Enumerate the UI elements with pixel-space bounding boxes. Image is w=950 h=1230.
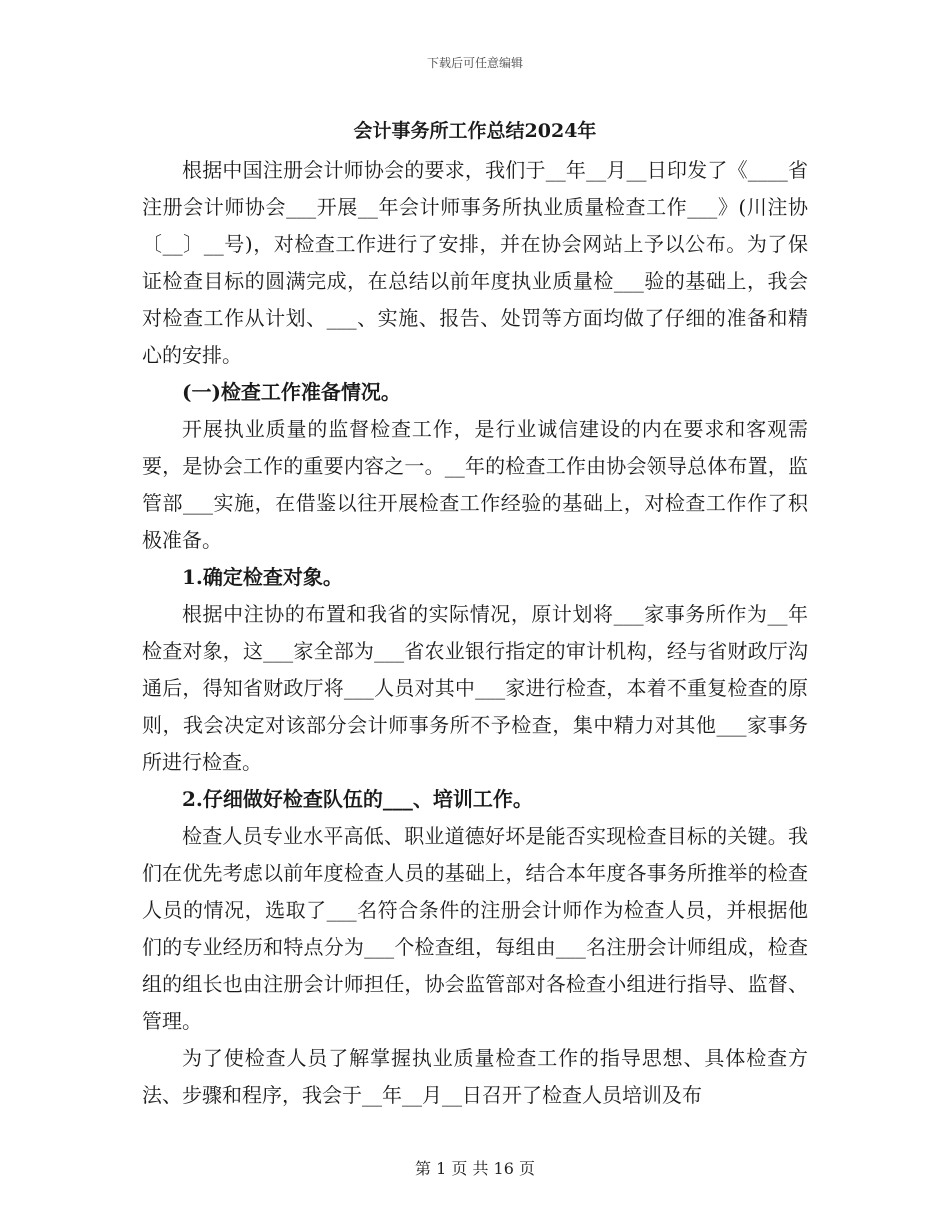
paragraph-intro: 根据中国注册会计师协会的要求，我们于__年__月__日印发了《____省注册会计师协会___开展__年会计师事务所执业质量检查工作___》(川注协〔__〕__号)，对检查工作进行了安排，并在协会网站上予以公布。为了保证检查目标的圆满完成，在总结以前年度执业质量检___验的基础上，我会对检查工作从计划、___、实施、报告、处罚等方面均做了仔细的准备和精心的安排。 — [142, 158, 808, 367]
document-body — [142, 152, 808, 1114]
header-note: 下载后可任意编辑 — [426, 56, 523, 70]
page-footer: 第 1 页 共 16 页 — [415, 1159, 535, 1178]
subheading-team-training: 2.仔细做好检查队伍的___、培训工作。 — [182, 787, 533, 811]
paragraph-preparation: 开展执业质量的监督检查工作，是行业诚信建设的内在要求和客观需要，是协会工作的重要内容之一。__年的检查工作由协会领导总体布置，监管部___实施，在借鉴以往开展检查工作经验的基础上，对检查工作作了积极准备。 — [142, 417, 808, 552]
paragraph-team: 检查人员专业水平高低、职业道德好坏是能否实现检查目标的关键。我们在优先考虑以前年度检查人员的基础上，结合本年度各事务所推举的检查人员的情况，选取了___名符合条件的注册会计师作为检查人员，并根据他们的专业经历和特点分为___个检查组，每组由___名注册会计师组成，检查组的组长也由注册会计师担任，协会监管部对各检查小组进行指导、监督、管理。 — [142, 824, 808, 1033]
document-title: 会计事务所工作总结2024年 — [353, 120, 597, 142]
subheading-determine-targets: 1.确定检查对象。 — [182, 565, 343, 589]
section-heading-preparation: (一)检查工作准备情况。 — [182, 380, 401, 404]
paragraph-training: 为了使检查人员了解掌握执业质量检查工作的指导思想、具体检查方法、步骤和程序，我会于__年__月__日召开了检查人员培训及布 — [142, 1046, 808, 1107]
paragraph-targets: 根据中注协的布置和我省的实际情况，原计划将___家事务所作为__年检查对象，这___家全部为___省农业银行指定的审计机构，经与省财政厅沟通后，得知省财政厅将___人员对其中___家进行检查，本着不重复检查的原则，我会决定对该部分会计师事务所不予检查，集中精力对其他___家事务所进行检查。 — [142, 602, 808, 774]
